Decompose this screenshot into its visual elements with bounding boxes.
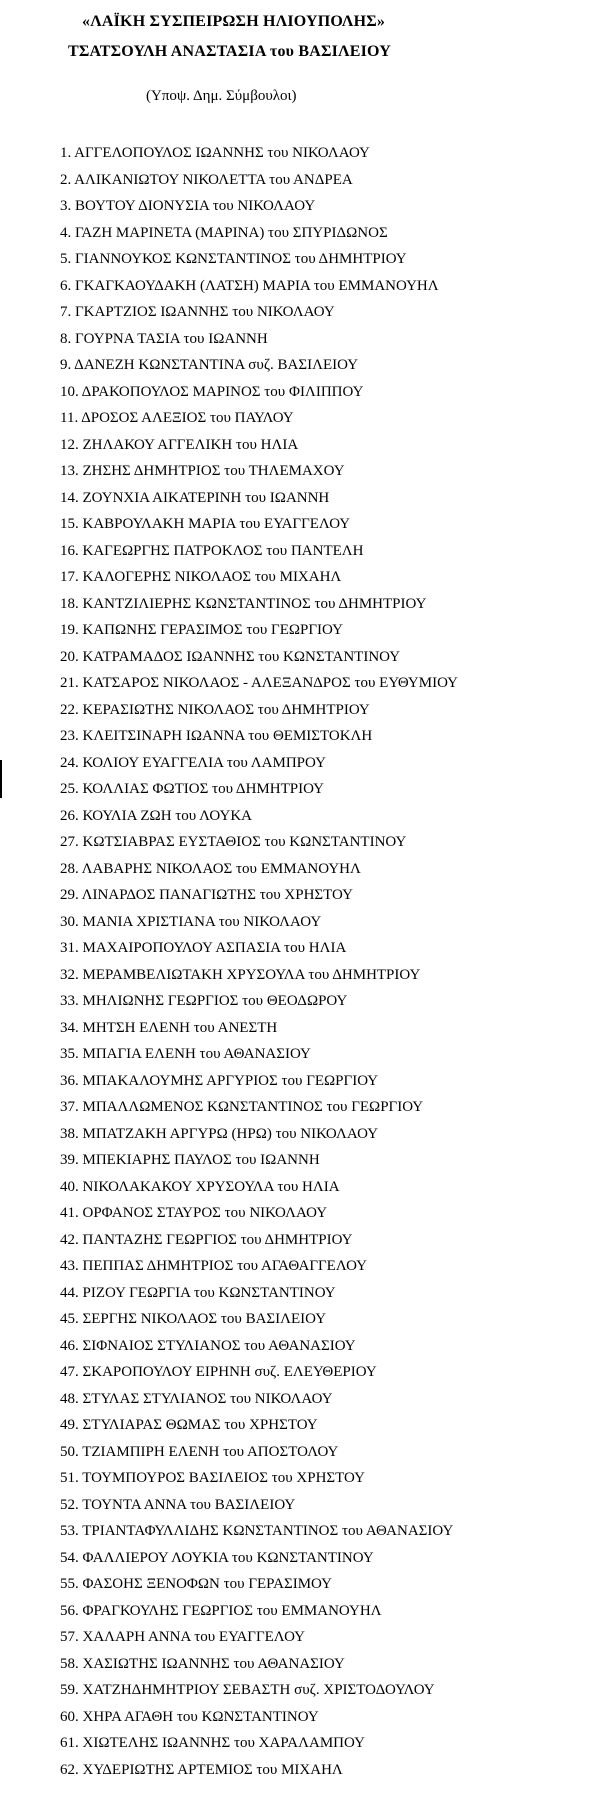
candidate-list-item: 13. ΖΗΣΗΣ ΔΗΜΗΤΡΙΟΣ του ΤΗΛΕΜΑΧΟΥ [60, 463, 345, 479]
candidate-list-item: 17. ΚΑΛΟΓΕΡΗΣ ΝΙΚΟΛΑΟΣ του ΜΙΧΑΗΛ [60, 569, 342, 585]
candidate-list-item: 33. ΜΗΛΙΩΝΗΣ ΓΕΩΡΓΙΟΣ του ΘΕΟΔΩΡΟΥ [60, 993, 348, 1009]
candidate-list-item: 51. ΤΟΥΜΠΟΥΡΟΣ ΒΑΣΙΛΕΙΟΣ του ΧΡΗΣΤΟΥ [60, 1470, 365, 1486]
candidate-list-item: 3. ΒΟΥΤΟΥ ΔΙΟΝΥΣΙΑ του ΝΙΚΟΛΑΟΥ [60, 198, 316, 214]
candidate-list-item: 47. ΣΚΑΡΟΠΟΥΛΟΥ ΕΙΡΗΝΗ συζ. ΕΛΕΥΘΕΡΙΟΥ [60, 1364, 377, 1380]
candidate-list-item: 22. ΚΕΡΑΣΙΩΤΗΣ ΝΙΚΟΛΑΟΣ του ΔΗΜΗΤΡΙΟΥ [60, 701, 370, 718]
candidate-list-item: 8. ΓΟΥΡΝΑ ΤΑΣΙΑ του ΙΩΑΝΝΗ [60, 330, 268, 347]
candidate-list-item: 41. ΟΡΦΑΝΟΣ ΣΤΑΥΡΟΣ του ΝΙΚΟΛΑΟΥ [60, 1205, 328, 1221]
candidate-list-item: 5. ΓΙΑΝΝΟΥΚΟΣ ΚΩΝΣΤΑΝΤΙΝΟΣ του ΔΗΜΗΤΡΙΟΥ [60, 251, 407, 267]
candidate-list-item: 54. ΦΑΛΛΙΕΡΟΥ ΛΟΥΚΙΑ του ΚΩΝΣΤΑΝΤΙΝΟΥ [60, 1549, 374, 1566]
candidate-list-item: 19. ΚΑΠΩΝΗΣ ΓΕΡΑΣΙΜΟΣ του ΓΕΩΡΓΙΟΥ [60, 622, 343, 638]
leader-name: ΤΣΑΤΣΟΥΛΗ ΑΝΑΣΤΑΣΙΑ του ΒΑΣΙΛΕΙΟΥ [68, 43, 392, 60]
candidate-list-item: 56. ΦΡΑΓΚΟΥΛΗΣ ΓΕΩΡΓΙΟΣ του ΕΜΜΑΝΟΥΗΛ [60, 1602, 382, 1619]
candidate-list [60, 140, 458, 1783]
candidate-list-item: 61. ΧΙΩΤΕΛΗΣ ΙΩΑΝΝΗΣ του ΧΑΡΑΛΑΜΠΟΥ [60, 1735, 365, 1751]
party-title: «ΛΑΪΚΗ ΣΥΣΠΕΙΡΩΣΗ ΗΛΙΟΥΠΟΛΗΣ» [82, 13, 386, 30]
candidate-list-item: 43. ΠΕΠΠΑΣ ΔΗΜΗΤΡΙΟΣ του ΑΓΑΘΑΓΓΕΛΟΥ [60, 1258, 368, 1274]
candidate-list-item: 62. ΧΥΔΕΡΙΩΤΗΣ ΑΡΤΕΜΙΟΣ του ΜΙΧΑΗΛ [60, 1761, 343, 1778]
candidate-list-item: 52. ΤΟΥΝΤΑ ΑΝΝΑ του ΒΑΣΙΛΕΙΟΥ [60, 1496, 296, 1513]
candidate-list-item: 36. ΜΠΑΚΑΛΟΥΜΗΣ ΑΡΓΥΡΙΟΣ του ΓΕΩΡΓΙΟΥ [60, 1072, 379, 1089]
candidate-list-item: 18. ΚΑΝΤΖΙΛΙΕΡΗΣ ΚΩΝΣΤΑΝΤΙΝΟΣ του ΔΗΜΗΤΡΙΟΥ [60, 595, 427, 612]
candidate-list-item: 28. ΛΑΒΑΡΗΣ ΝΙΚΟΛΑΟΣ του ΕΜΜΑΝΟΥΗΛ [60, 860, 361, 877]
candidate-list-item: 2. ΑΛΙΚΑΝΙΩΤΟΥ ΝΙΚΟΛΕΤΤΑ του ΑΝΔΡΕΑ [60, 171, 353, 188]
candidate-list-item: 48. ΣΤΥΛΑΣ ΣΤΥΛΙΑΝΟΣ του ΝΙΚΟΛΑΟΥ [60, 1390, 333, 1407]
candidate-list-item: 12. ΖΗΛΑΚΟΥ ΑΓΓΕΛΙΚΗ του ΗΛΙΑ [60, 436, 299, 453]
list-subtitle: (Υποψ. Δημ. Σύμβουλοι) [146, 88, 297, 104]
candidate-list-item: 23. ΚΛΕΙΤΣΙΝΑΡΗ ΙΩΑΝΝΑ του ΘΕΜΙΣΤΟΚΛΗ [60, 728, 373, 744]
candidate-list-item: 10. ΔΡΑΚΟΠΟΥΛΟΣ ΜΑΡΙΝΟΣ του ΦΙΛΙΠΠΟΥ [60, 383, 364, 400]
candidate-list-item: 60. ΧΗΡΑ ΑΓΑΘΗ του ΚΩΝΣΤΑΝΤΙΝΟΥ [60, 1708, 319, 1725]
candidate-list-item: 15. ΚΑΒΡΟΥΛΑΚΗ ΜΑΡΙΑ του ΕΥΑΓΓΕΛΟΥ [60, 516, 351, 532]
candidate-list-item: 7. ΓΚΑΡΤΖΙΟΣ ΙΩΑΝΝΗΣ του ΝΙΚΟΛΑΟΥ [60, 304, 335, 320]
candidate-list-item: 29. ΛΙΝΑΡΔΟΣ ΠΑΝΑΓΙΩΤΗΣ του ΧΡΗΣΤΟΥ [60, 887, 353, 903]
candidate-list-item: 31. ΜΑΧΑΙΡΟΠΟΥΛΟΥ ΑΣΠΑΣΙΑ του ΗΛΙΑ [60, 940, 347, 956]
candidate-list-item: 57. ΧΑΛΑΡΗ ΑΝΝΑ του ΕΥΑΓΓΕΛΟΥ [60, 1629, 305, 1645]
candidate-list-item: 34. ΜΗΤΣΗ ΕΛΕΝΗ του ΑΝΕΣΤΗ [60, 1019, 278, 1036]
candidate-list-item: 53. ΤΡΙΑΝΤΑΦΥΛΛΙΔΗΣ ΚΩΝΣΤΑΝΤΙΝΟΣ του ΑΘΑΝΑΣΙΟΥ [60, 1523, 454, 1539]
candidate-list-item: 55. ΦΑΣΟΗΣ ΞΕΝΟΦΩΝ του ΓΕΡΑΣΙΜΟΥ [60, 1576, 332, 1592]
candidate-list-item: 27. ΚΩΤΣΙΑΒΡΑΣ ΕΥΣΤΑΘΙΟΣ του ΚΩΝΣΤΑΝΤΙΝΟΥ [60, 834, 407, 850]
candidate-list-item: 42. ΠΑΝΤΑΖΗΣ ΓΕΩΡΓΙΟΣ του ΔΗΜΗΤΡΙΟΥ [60, 1231, 353, 1248]
candidate-list-item: 20. ΚΑΤΡΑΜΑΔΟΣ ΙΩΑΝΝΗΣ του ΚΩΝΣΤΑΝΤΙΝΟΥ [60, 648, 401, 665]
candidate-list-item: 21. ΚΑΤΣΑΡΟΣ ΝΙΚΟΛΑΟΣ - ΑΛΕΞΑΝΔΡΟΣ του ΕΥΘΥΜΙΟΥ [60, 675, 458, 691]
candidate-list-item: 37. ΜΠΑΛΛΩΜΕΝΟΣ ΚΩΝΣΤΑΝΤΙΝΟΣ του ΓΕΩΡΓΙΟΥ [60, 1099, 424, 1115]
candidate-list-item: 1. ΑΓΓΕΛΟΠΟΥΛΟΣ ΙΩΑΝΝΗΣ του ΝΙΚΟΛΑΟΥ [60, 145, 370, 161]
candidate-list-item: 26. ΚΟΥΛΙΑ ΖΩΗ του ΛΟΥΚΑ [60, 807, 252, 824]
candidate-list-item: 50. ΤΖΙΑΜΠΙΡΗ ΕΛΕΝΗ του ΑΠΟΣΤΟΛΟΥ [60, 1443, 339, 1460]
candidate-list-item: 39. ΜΠΕΚΙΑΡΗΣ ΠΑΥΛΟΣ του ΙΩΑΝΝΗ [60, 1152, 320, 1168]
candidate-list-item: 44. ΡΙΖΟΥ ΓΕΩΡΓΙΑ του ΚΩΝΣΤΑΝΤΙΝΟΥ [60, 1284, 336, 1301]
candidate-list-item: 49. ΣΤΥΛΙΑΡΑΣ ΘΩΜΑΣ του ΧΡΗΣΤΟΥ [60, 1417, 318, 1433]
candidate-list-item: 35. ΜΠΑΓΙΑ ΕΛΕΝΗ του ΑΘΑΝΑΣΙΟΥ [60, 1046, 311, 1062]
candidate-list-item: 59. ΧΑΤΖΗΔΗΜΗΤΡΙΟΥ ΣΕΒΑΣΤΗ συζ. ΧΡΙΣΤΟΔΟΥΛΟΥ [60, 1682, 435, 1698]
candidate-list-item: 25. ΚΟΛΛΙΑΣ ΦΩΤΙΟΣ του ΔΗΜΗΤΡΙΟΥ [60, 781, 325, 797]
candidate-list-item: 46. ΣΙΦΝΑΙΟΣ ΣΤΥΛΙΑΝΟΣ του ΑΘΑΝΑΣΙΟΥ [60, 1337, 356, 1354]
candidate-list-item: 30. ΜΑΝΙΑ ΧΡΙΣΤΙΑΝΑ του ΝΙΚΟΛΑΟΥ [60, 913, 322, 930]
candidate-list-item: 58. ΧΑΣΙΩΤΗΣ ΙΩΑΝΝΗΣ του ΑΘΑΝΑΣΙΟΥ [60, 1655, 345, 1672]
candidate-list-item: 4. ΓΑΖΗ ΜΑΡΙΝΕΤΑ (ΜΑΡΙΝΑ) του ΣΠΥΡΙΔΩΝΟΣ [60, 224, 388, 241]
candidate-list-item: 11. ΔΡΟΣΟΣ ΑΛΕΞΙΟΣ του ΠΑΥΛΟΥ [60, 410, 294, 426]
candidate-list-item: 14. ΖΟΥΝΧΙΑ ΑΙΚΑΤΕΡΙΝΗ του ΙΩΑΝΝΗ [60, 489, 330, 506]
candidate-list-item: 24. ΚΟΛΙΟΥ ΕΥΑΓΓΕΛΙΑ του ΛΑΜΠΡΟΥ [60, 754, 326, 771]
candidate-list-item: 45. ΣΕΡΓΗΣ ΝΙΚΟΛΑΟΣ του ΒΑΣΙΛΕΙΟΥ [60, 1311, 327, 1327]
candidate-list-item: 6. ΓΚΑΓΚΑΟΥΔΑΚΗ (ΛΑΤΣΗ) ΜΑΡΙΑ του ΕΜΜΑΝΟΥΗΛ [60, 277, 439, 294]
margin-mark [0, 760, 2, 798]
candidate-list-item: 38. ΜΠΑΤΖΑΚΗ ΑΡΓΥΡΩ (ΗΡΩ) του ΝΙΚΟΛΑΟΥ [60, 1125, 379, 1142]
candidate-list-item: 32. ΜΕΡΑΜΒΕΛΙΩΤΑΚΗ ΧΡΥΣΟΥΛΑ του ΔΗΜΗΤΡΙΟΥ [60, 966, 421, 983]
candidate-list-item: 16. ΚΑΓΕΩΡΓΗΣ ΠΑΤΡΟΚΛΟΣ του ΠΑΝΤΕΛΗ [60, 542, 364, 559]
candidate-list-item: 9. ΔΑΝΕΖΗ ΚΩΝΣΤΑΝΤΙΝΑ συζ. ΒΑΣΙΛΕΙΟΥ [60, 357, 359, 373]
candidate-list-item: 40. ΝΙΚΟΛΑΚΑΚΟΥ ΧΡΥΣΟΥΛΑ του ΗΛΙΑ [60, 1178, 340, 1195]
